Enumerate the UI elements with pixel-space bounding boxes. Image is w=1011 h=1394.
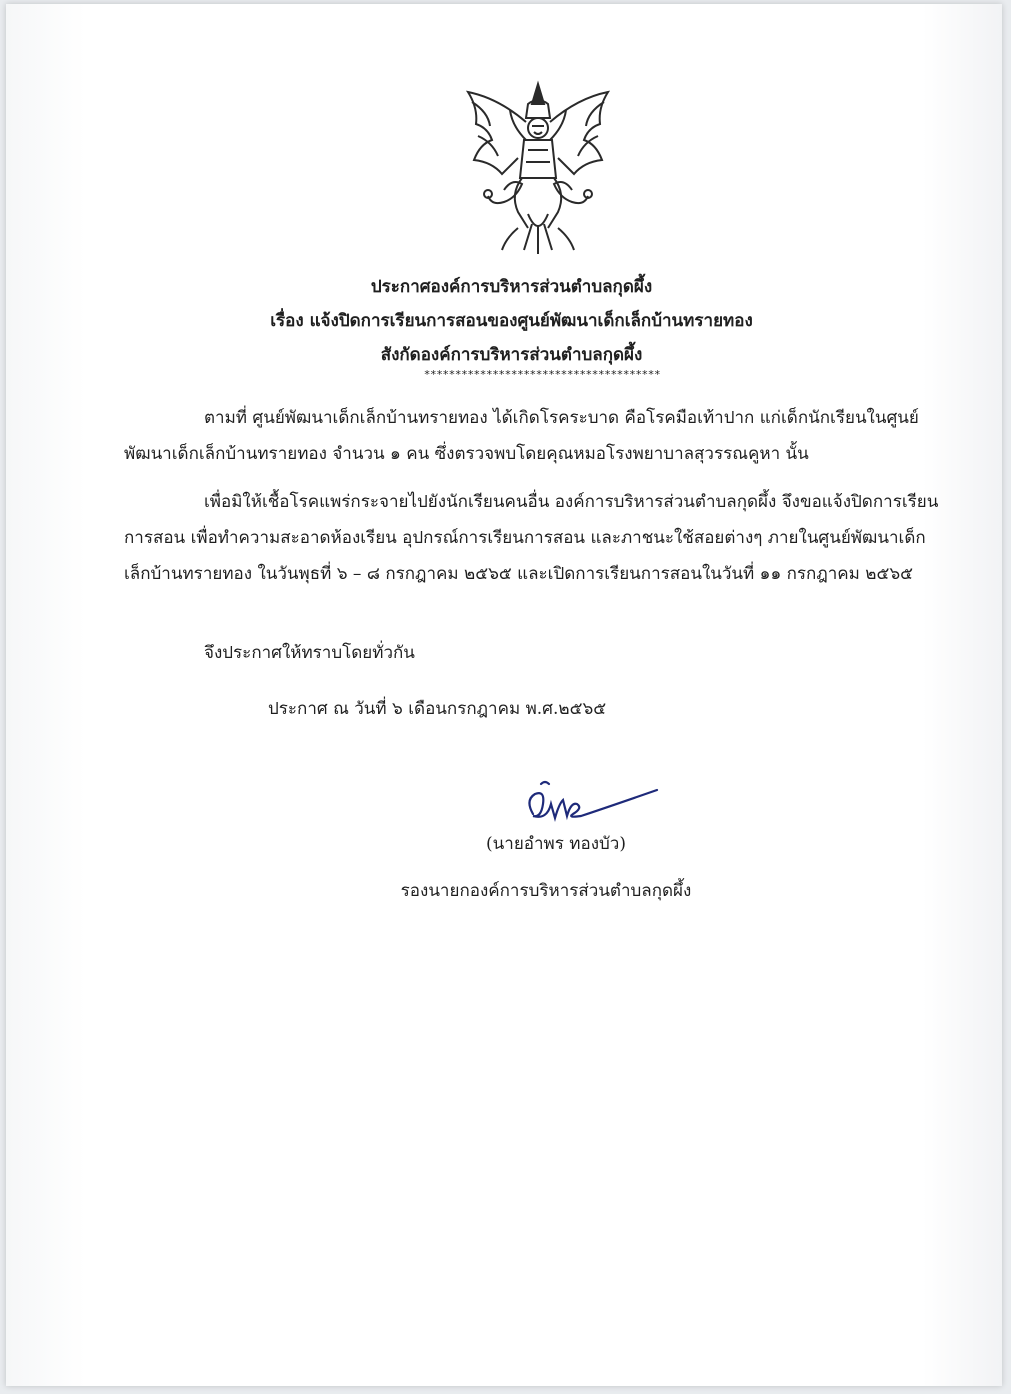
announcement-date: ประกาศ ณ วันที่ ๖ เดือนกรกฎาคม พ.ศ.๒๕๖๕: [268, 699, 607, 719]
garuda-emblem-icon: [458, 78, 618, 258]
announcement-title: ประกาศองค์การบริหารส่วนตำบลกุดผึ้ง: [370, 277, 653, 297]
paragraph-closing-text: จึงประกาศให้ทราบโดยทั่วกัน: [204, 643, 415, 663]
paragraph-closing: [124, 635, 948, 671]
signer-name: (นายอำพร ทองบัว): [486, 834, 626, 854]
paragraph-closure-notice-text: เพื่อมิให้เชื้อโรคแพร่กระจายไปยังนักเรียนคนอื่น องค์การบริหารส่วนตำบลกุดผึ้ง จึงขอแจ้งปิดการเรียนการสอน เพื่อทำความสะอาดห้องเรียน อุปกรณ์การเรียนการสอน และภาชนะใช้สอยต่างๆ ภายในศูนย์พัฒนาเด็กเล็กบ้านทรายทอง ในวันพุธที่ ๖ – ๘ กรกฎาคม ๒๕๖๕ และเปิดการเรียนการสอนในวันที่ ๑๑ กรกฎาคม ๒๕๖๕: [124, 492, 939, 584]
paragraph-background-text: ตามที่ ศูนย์พัฒนาเด็กเล็กบ้านทรายทอง ได้เกิดโรคระบาด คือโรคมือเท้าปาก แก่เด็กนักเรียนในศูนย์พัฒนาเด็กเล็กบ้านทรายทอง จำนวน ๑ คน ซึ่งตรวจพบโดยคุณหมอโรงพยาบาลสุวรรณคูหา นั้น: [124, 408, 919, 464]
paragraph-closure-notice: [124, 484, 948, 592]
announcement-subject: เรื่อง แจ้งปิดการเรียนการสอนของศูนย์พัฒนาเด็กเล็กบ้านทรายทอง: [270, 311, 753, 331]
divider-line: **************************************: [423, 368, 661, 381]
announcement-affiliation: สังกัดองค์การบริหารส่วนตำบลกุดผึ้ง: [380, 345, 643, 365]
handwritten-signature: [511, 774, 661, 834]
signer-position: รองนายกองค์การบริหารส่วนตำบลกุดผึ้ง: [400, 881, 692, 901]
paragraph-background: [124, 400, 948, 472]
document-page: [6, 4, 1002, 1386]
